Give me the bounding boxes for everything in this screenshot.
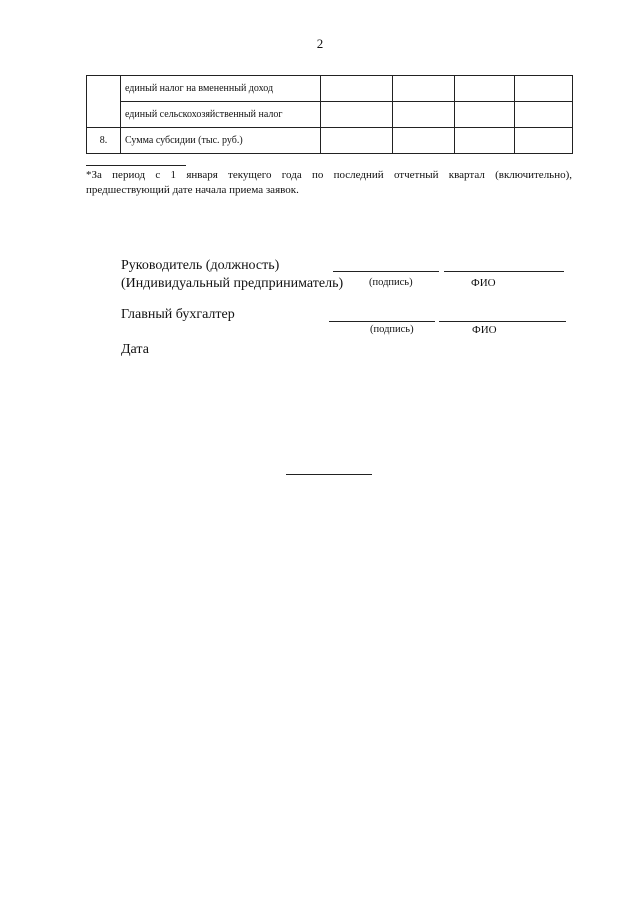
row-label-cell: Сумма субсидии (тыс. руб.) [121, 128, 321, 154]
row-number-cell [87, 76, 121, 128]
value-cell [455, 128, 515, 154]
accountant-fio-line [439, 321, 566, 322]
value-cell [515, 128, 573, 154]
footnote-text: *За период с 1 января текущего года по последний отчетный квартал (включительно), предшествующий дате начала приема заявок. [86, 169, 572, 196]
row-label-cell: единый налог на вмененный доход [121, 76, 321, 102]
value-cell [393, 128, 455, 154]
head-fio-caption: ФИО [471, 277, 496, 289]
accountant-title: Главный бухгалтер [121, 307, 235, 322]
value-cell [321, 102, 393, 128]
head-fio-line [444, 271, 564, 272]
row-label-cell: единый сельскохозяйственный налог [121, 102, 321, 128]
table-row [87, 128, 573, 154]
accountant-signature-caption: (подпись) [370, 324, 414, 335]
head-signature-caption: (подпись) [369, 277, 413, 288]
table-row [87, 102, 573, 128]
value-cell [455, 76, 515, 102]
value-cell [515, 76, 573, 102]
value-cell [393, 102, 455, 128]
date-label: Дата [121, 342, 149, 357]
value-cell [455, 102, 515, 128]
data-table [86, 75, 573, 154]
value-cell [321, 76, 393, 102]
page-number: 2 [316, 36, 324, 51]
end-of-document-line [286, 474, 372, 475]
row-number-cell: 8. [87, 128, 121, 154]
table-row [87, 76, 573, 102]
head-signature-line [333, 271, 439, 272]
value-cell [515, 102, 573, 128]
head-title-line1: Руководитель (должность) [121, 258, 280, 273]
value-cell [393, 76, 455, 102]
footnote-separator [86, 165, 186, 166]
accountant-signature-line [329, 321, 435, 322]
accountant-fio-caption: ФИО [472, 324, 497, 336]
head-title-line2: (Индивидуальный предприниматель) [121, 276, 344, 291]
value-cell [321, 128, 393, 154]
